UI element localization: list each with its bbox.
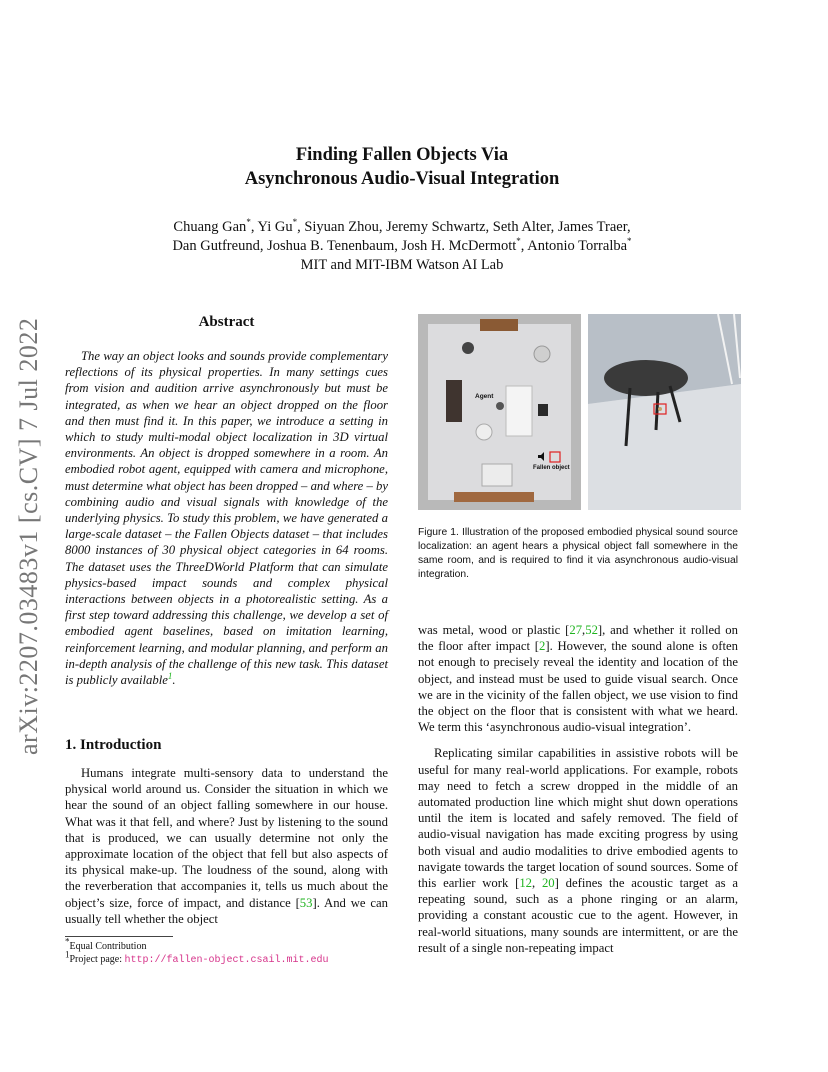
round-table-top [604,360,688,396]
fallen-object-label: Fallen object [533,465,570,471]
citation-link[interactable]: 12 [519,876,533,891]
body-text: , [532,876,542,891]
floor-view [588,384,741,510]
footnote-text: Equal Contribution [69,941,147,952]
intro-body [65,765,388,927]
sofa [446,380,462,422]
plant [534,346,550,362]
desk [482,464,512,486]
affiliation: MIT and MIT-IBM Watson AI Lab [300,257,504,273]
door-top [480,319,518,331]
arxiv-stamp [6,300,46,760]
author-block [110,218,694,275]
author-text: Dan Gutfreund, Joshua B. Tenenbaum, Josh H. McDermott [172,238,517,254]
title-line-2: Asynchronous Audio-Visual Integration [244,169,560,189]
agent-label: Agent [475,393,494,400]
author-text: Chuang Gan [173,219,247,235]
footnotes [65,936,395,967]
equal-contrib-mark: * [627,236,632,247]
body-text: ] defines the acoustic target as a repeating sound, such as a phone ringing or an alarm, providing a constant acoustic cue to the agent. However, in real-world situations, many sounds are intermittent, or are the result of a single non-repeating impact [418,876,738,955]
equal-contrib-mark: * [292,217,298,228]
footnote-link[interactable]: 1 [167,670,173,681]
equal-contrib-mark: * [246,217,251,228]
right-column-body [418,622,738,956]
author-text: , Yi Gu [250,219,293,235]
footnote-mark: 1 [65,949,70,960]
title-line-1: Finding Fallen Objects Via [295,145,509,165]
author-text: , Antonio Torralba [520,238,628,254]
equal-contrib-mark: * [516,236,521,247]
intro-heading: 1. Introduction [65,737,162,753]
citation-link[interactable]: 20 [541,876,555,891]
citation-link[interactable]: 52 [585,623,598,637]
body-text: ]. However, the sound alone is often not enough to precisely reveal the identity and location of the object, and instead must be used to guide visual search. Once we are in the vicinity of the fallen object, we use vision to find the object on the floor that is consistent with what we heard. We term this ‘asynchronous audio-visual integration’. [418,639,738,735]
project-url-link[interactable]: http://fallen-object.csail.mit.edu [124,955,329,966]
footnote-text: Project page: [69,954,125,965]
authors-line-1 [110,218,694,237]
authors-line-2 [110,237,694,256]
body-text: Replicating similar capabilities in assistive robots will be useful for many real-world applications. For example, robots may need to fetch a screw dropped in the middle of an automated production line which might shut down operations until the item is located and safely removed. The field of audio-visual navigation has made exciting progress by using both visual and audio modalities to drive embodied agents to navigate towards the target location of sound sources. Some of this earlier work [ [418,746,738,891]
intro-text: Humans integrate multi-sensory data to understand the physical world around us. Consider the situation in which we hear the sound of an object falling somewhere in our house. What was it that fell, and where? Just by listening to the sound that is produced, we can usually determine not only the approximate location of the object that fell but also aspects of its physical make-up. The loudness of the sound, along with the reverberation that accompanies it, tells us much about the object’s size, force of impact, and distance [ [65,766,388,910]
table-leg [656,392,658,430]
author-text: , Siyuan Zhou, Jeremy Schwartz, Seth Alter, James Traer, [297,219,631,235]
table [506,386,532,436]
body-text: was metal, wood or plastic [ [418,623,570,637]
body-text: ], and whether it rolled on the floor after impact [ [418,623,738,654]
paper-title [150,143,654,191]
fallen-object [658,407,662,411]
intro-text: ]. And we can usually tell whether the object [65,895,388,926]
citation-link[interactable]: 27 [569,623,583,637]
arxiv-stamp-text: arXiv:2207.03483v1 [cs.CV] 7 Jul 2022 [14,317,43,755]
footnote-2 [65,949,395,967]
footnote-mark: * [65,936,70,947]
ottoman [476,424,492,440]
chair [538,404,548,416]
figure-caption: Figure 1. Illustration of the proposed embodied physical sound source localization: an agent hears a physical object fall somewhere in the same room, and is required to find it via asynchronous audio-visual integration. [418,527,738,580]
lamp [462,342,474,354]
body-text: , [582,623,586,637]
citation-link[interactable]: 2 [539,639,546,654]
abstract-heading: Abstract [198,314,255,330]
footnote-1 [65,936,395,953]
figure-1-illustration [418,314,741,510]
abstract-end: . [172,673,176,688]
citation-link[interactable]: 53 [299,895,313,910]
rug-bottom [454,492,534,502]
footnote-divider [65,936,173,937]
abstract-text: The way an object looks and sounds provide complementary reflections of its physical properties. In many settings cues from vision and audition arrive asynchronously but must be integrated, as when we hear an object dropped on the floor and then must find it. In this paper, we introduce a setting in which to study multi-modal object localization in 3D virtual environments. An object is dropped somewhere in a room. An embodied robot agent, equipped with camera and microphone, must determine what object has been dropped – and where – by combining audio and visual signals with knowledge of the underlying physics. To study this problem, we have generated a large-scale dataset – the Fallen Objects dataset – that includes 8000 instances of 30 physical object categories in 64 rooms. The dataset uses the ThreeDWorld Platform that can simulate physics-based impact sounds and complex physical interactions between objects in a photorealistic setting. As a first step toward addressing this challenge, we develop a set of embodied agent baselines, based on imitation learning, reinforcement learning, and modular planning, and perform an in-depth analysis of the challenge of this new task. This dataset is publicly available [65,349,388,688]
abstract-body [65,348,388,688]
agent-robot [496,402,504,410]
